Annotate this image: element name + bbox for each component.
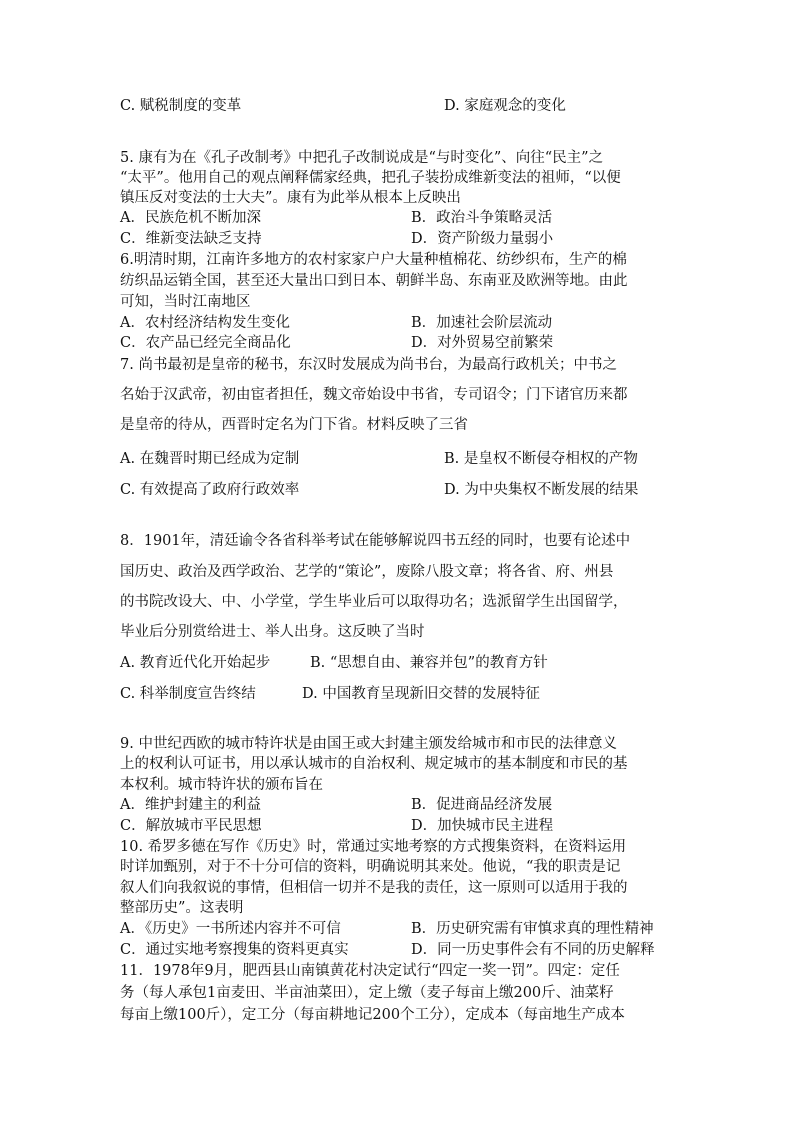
q6-option-d: D．对外贸易空前繁荣 [411,335,554,351]
q5-option-d: D．资产阶级力量弱小 [411,231,554,247]
q6-option-b: B．加速社会阶层流动 [411,315,553,331]
q7-option-b: B. 是皇权不断侵夺相权的产物 [444,451,638,467]
q10-stem-line-3: 叙人们向我叙说的事情，但相信一切并不是我的责任，这一原则可以适用于我的 [120,880,628,896]
q8-option-b: B. “思想自由、兼容并包”的教育方针 [310,655,548,671]
q11-stem-line-3: 每亩上缴100斤），定工分（每亩耕地记200个工分），定成本（每亩地生产成本 [120,1007,625,1023]
q9-option-c: C．解放城市平民思想 [120,818,262,834]
q6-stem-line-3: 可知，当时江南地区 [120,294,251,310]
q9-stem-line-2: 上的权利认可证书，用以承认城市的自治权利、规定城市的基本制度和市民的基 [120,756,628,772]
q11-stem-line-1: 11．1978年9月，肥西县山南镇黄花村决定试行“四定一奖一罚”。四定：定任 [120,963,620,979]
q10-stem-line-2: 时详加甄别，对于不十分可信的资料，明确说明其来处。他说，“我的职责是记 [120,859,621,875]
q10-stem-line-1: 10. 希罗多德在写作《历史》时，常通过实地考察的方式搜集资料，在资料运用 [120,839,627,855]
q11-stem-line-2: 务（每人承包1亩麦田、半亩油菜田），定上缴（麦子每亩上缴200斤、油菜籽 [120,985,614,1001]
q5-stem-line-2: “太平”。他用自己的观点阐释儒家经典，把孔子装扮成维新变法的祖师，“以便 [120,170,621,186]
q8-stem-line-1: 8．1901年，清廷谕令各省科举考试在能够解说四书五经的同时，也要有论述中 [120,533,631,549]
q10-option-d: D．同一历史事件会有不同的历史解释 [411,942,655,958]
q5-option-c: C．维新变法缺乏支持 [120,231,262,247]
q10-option-c: C．通过实地考察搜集的资料更真实 [120,942,349,958]
q7-stem-line-1: 7. 尚书最初是皇帝的秘书，东汉时发展成为尚书台，为最高行政机关；中书之 [120,357,617,373]
prev-option-c: C. 赋税制度的变革 [120,98,242,114]
q10-option-b: B．历史研究需有审慎求真的理性精神 [411,921,654,937]
q8-option-d: D. 中国教育呈现新旧交替的发展特征 [302,686,540,702]
q9-option-d: D．加快城市民主进程 [411,818,554,834]
q5-option-a: A．民族危机不断加深 [120,210,261,226]
q6-stem-line-2: 纺织品运销全国，甚至还大量出口到日本、朝鲜半岛、东南亚及欧洲等地。由此 [120,273,628,289]
q7-stem-line-2: 名始于汉武帝，初由宦者担任，魏文帝始设中书省，专司诏令；门下诸官历来都 [120,387,628,403]
q7-stem-line-3: 是皇帝的待从，西晋时定名为门下省。材料反映了三省 [120,417,468,433]
q10-stem-line-4: 整部历史”。这表明 [120,900,244,916]
q10-option-a: A．《历史》一书所述内容并不可信 [120,921,341,937]
q9-option-b: B．促进商品经济发展 [411,797,553,813]
q9-stem-line-1: 9. 中世纪西欧的城市特许状是由国王或大封建主颁发给城市和市民的法律意义 [120,736,617,752]
q5-stem-line-1: 5. 康有为在《孔子改制考》中把孔子改制说成是“与时变化”、向往“民主”之 [120,150,604,166]
q6-option-a: A．农村经济结构发生变化 [120,315,290,331]
q7-option-c: C. 有效提高了政府行政效率 [120,482,300,498]
q8-option-a: A. 教育近代化开始起步 [120,655,271,671]
q9-option-a: A．维护封建主的利益 [120,797,261,813]
q6-stem-line-1: 6.明清时期，江南许多地方的农村家家户户大量种植棉花、纺纱织布，生产的棉 [120,252,627,268]
q7-option-d: D. 为中央集权不断发展的结果 [444,482,639,498]
q5-option-b: B．政治斗争策略灵活 [411,210,553,226]
q8-stem-line-2: 国历史、政治及西学政治、艺学的“策论”，废除八股文章；将各省、府、州县 [120,564,614,580]
q6-option-c: C．农产品已经完全商品化 [120,335,291,351]
q8-stem-line-3: 的书院改设大、中、小学堂，学生毕业后可以取得功名；选派留学生出国留学， [120,594,628,610]
prev-option-d: D. 家庭观念的变化 [444,98,566,114]
q8-option-c: C. 科举制度宣告终结 [120,686,256,702]
q7-option-a: A. 在魏晋时期已经成为定制 [120,451,300,467]
q5-stem-line-3: 镇压反对变法的士大夫”。康有为此举从根本上反映出 [120,190,461,206]
q8-stem-line-4: 毕业后分别赏给进士、举人出身。这反映了当时 [120,624,425,640]
q9-stem-line-3: 本权利。城市特许状的颁布旨在 [120,777,323,793]
